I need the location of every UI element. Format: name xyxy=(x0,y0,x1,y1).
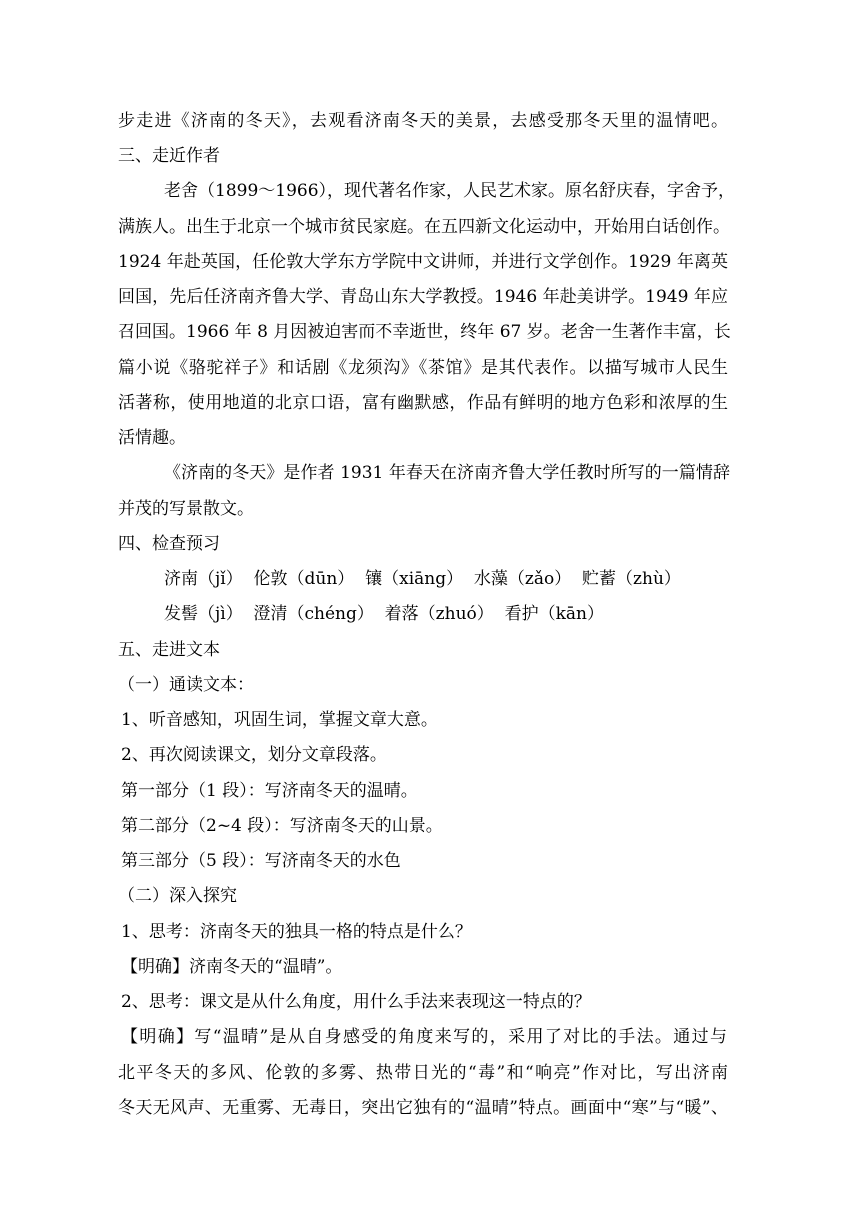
text-line: 回国，先后任济南齐鲁大学、青岛山东大学教授。1946 年赴美讲学。1949 年应 xyxy=(118,287,728,307)
list-item: 2、再次阅读课文，划分文章段落。 xyxy=(121,745,387,765)
answer-line: 【明确】济南冬天的“温晴”。 xyxy=(121,957,343,977)
text-line: 《济南的冬天》是作者 1931 年春天在济南齐鲁大学任教时所写的一篇情辞 xyxy=(164,463,730,483)
list-item: 1、听音感知，巩固生词，掌握文章大意。 xyxy=(121,710,438,730)
text-line: 满族人。出生于北京一个城市贫民家庭。在五四新文化运动中，开始用白话创作。 xyxy=(118,217,730,237)
text-line: 活情趣。 xyxy=(118,428,186,448)
pinyin-line: 济南（jǐ） 伦敦（dūn） 镶（xiāng） 水藻（zǎo） 贮蓄（zhù） xyxy=(164,569,681,589)
list-item: 2、思考：课文是从什么角度，用什么手法来表现这一特点的？ xyxy=(121,992,591,1012)
text-line: 1924 年赴英国，任伦敦大学东方学院中文讲师，并进行文学创作。1929 年离英 xyxy=(118,252,728,272)
text-line: 活著称，使用地道的北京口语，富有幽默感，作品有鲜明的地方色彩和浓厚的生 xyxy=(118,393,728,413)
section-heading: 三、走近作者 xyxy=(118,146,220,166)
text-line: 步走进《济南的冬天》，去观看济南冬天的美景，去感受那冬天里的温情吧。 xyxy=(118,111,728,131)
list-item: 第三部分（5 段）：写济南冬天的水色 xyxy=(121,851,401,871)
pinyin-line: 发髻（jì） 澄清（chéng） 着落（zhuó） 看护（kān） xyxy=(164,604,604,624)
answer-line: 【明确】写“温晴”是从自身感受的角度来写的，采用了对比的手法。通过与 xyxy=(121,1027,727,1047)
section-heading: 五、走进文本 xyxy=(118,640,220,660)
text-line: 并茂的写景散文。 xyxy=(118,499,254,519)
list-item: 第一部分（1 段）：写济南冬天的温晴。 xyxy=(121,781,418,801)
subsection-heading: （二）深入探究 xyxy=(118,886,237,906)
text-line: 篇小说《骆驼祥子》和话剧《龙须沟》《茶馆》是其代表作。以描写城市人民生 xyxy=(118,358,728,378)
list-item: 1、思考：济南冬天的独具一格的特点是什么？ xyxy=(121,922,472,942)
list-item: 第二部分（2~4 段）：写济南冬天的山景。 xyxy=(121,816,443,836)
text-line: 冬天无风声、无重雾、无毒日，突出它独有的“温晴”特点。画面中“寒”与“暖”、 xyxy=(118,1098,728,1118)
subsection-heading: （一）通读文本： xyxy=(118,675,254,695)
text-line: 老舍（1899～1966），现代著名作家，人民艺术家。原名舒庆春，字舍予， xyxy=(164,181,736,201)
section-heading: 四、检查预习 xyxy=(118,534,220,554)
text-line: 北平冬天的多风、伦敦的多雾、热带日光的“毒”和“响亮”作对比，写出济南 xyxy=(118,1063,728,1083)
text-line: 召回国。1966 年 8 月因被迫害而不幸逝世，终年 67 岁。老舍一生著作丰富，长 xyxy=(118,322,731,342)
